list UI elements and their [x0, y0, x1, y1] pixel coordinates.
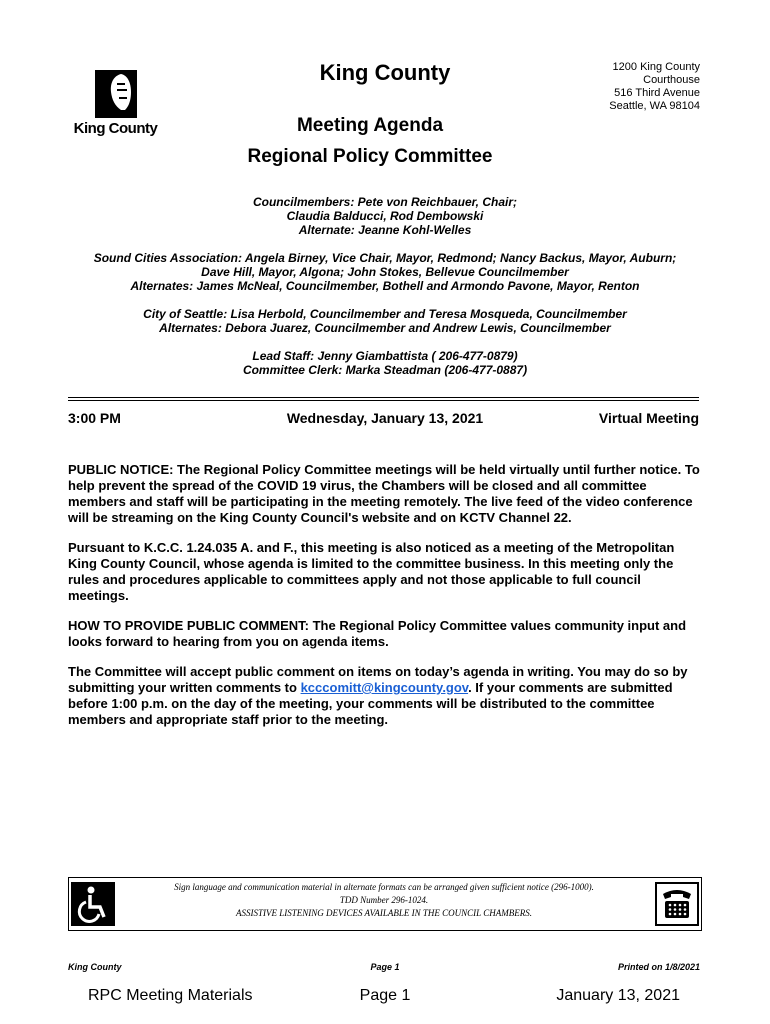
address-line: 1200 King County — [612, 61, 700, 73]
footer-center: Page 1 — [370, 962, 400, 972]
members-line: Claudia Balducci, Rod Dembowski — [286, 209, 484, 223]
county-title: King County — [319, 60, 451, 85]
bottom-right: January 13, 2021 — [556, 987, 680, 1004]
agenda-title: Meeting Agenda — [296, 115, 444, 136]
members-line: Sound Cities Association: Angela Birney, Vice Chair, Mayor, Redmond; Nancy Backus, Mayor, Auburn; — [93, 251, 677, 265]
accessibility-notice — [68, 877, 702, 931]
members-line: Councilmembers: Pete von Reichbauer, Chair; — [252, 195, 518, 209]
members-line: City of Seattle: Lisa Herbold, Councilmember and Teresa Mosqueda, Councilmember — [143, 307, 627, 321]
address-line: Seattle, WA 98104 — [609, 100, 700, 112]
meeting-date: Wednesday, January 13, 2021 — [286, 410, 484, 426]
public-comment-paragraph: HOW TO PROVIDE PUBLIC COMMENT: The Regional Policy Committee values community input and looks forward to hearing from you on agenda items. — [68, 618, 687, 649]
members-line: Alternates: Debora Juarez, Councilmember and Andrew Lewis, Councilmember — [159, 321, 611, 335]
accessibility-line: ASSISTIVE LISTENING DEVICES AVAILABLE IN THE COUNCIL CHAMBERS. — [235, 908, 533, 918]
address-line: 516 Third Avenue — [614, 87, 700, 99]
wheelchair-icon — [71, 882, 115, 926]
comment-instructions-paragraph — [68, 664, 700, 728]
accessibility-text — [124, 881, 644, 920]
address-block — [560, 61, 700, 113]
meeting-location: Virtual Meeting — [598, 410, 699, 426]
committee-title: Regional Policy Committee — [247, 146, 493, 167]
members-line: Alternate: Jeanne Kohl-Welles — [298, 223, 472, 237]
public-notice-paragraph: PUBLIC NOTICE: The Regional Policy Committee meetings will be held virtually until further notice. To help prevent the spread of the COVID 19 virus, the Chambers will be closed and all committee members and staff will be participating in the meeting remotely. The live feed of the video conference will be streaming on the King County Council's website and on KCTV Channel 22. — [68, 462, 700, 525]
members-line: Alternates: James McNeal, Councilmember, Bothell and Armondo Pavone, Mayor, Renton — [130, 279, 640, 293]
bottom-left: RPC Meeting Materials — [88, 987, 253, 1004]
staff-block — [60, 349, 710, 377]
tdd-phone-icon — [655, 882, 699, 926]
members-line: Lead Staff: Jenny Giambattista ( 206-477-0879) — [252, 349, 518, 363]
meeting-time: 3:00 PM — [68, 410, 121, 426]
sound-cities-block — [40, 251, 730, 293]
seattle-block — [60, 307, 710, 335]
king-county-logo — [68, 68, 163, 140]
kcc-paragraph: Pursuant to K.C.C. 1.24.035 A. and F., this meeting is also noticed as a meeting of the Metropolitan King County Council, whose agenda is limited to the committee business. In this meeting only the rules and procedures applicable to committees apply and not those applicable to full council meetings. — [68, 540, 675, 603]
accessibility-line: TDD Number 296-1024. — [339, 895, 429, 905]
bottom-center: Page 1 — [359, 987, 411, 1004]
instructions-text-end: . If your comments are submitted before 1:00 p.m. on the day of the meeting, your comments will be distributed to the committee members and appropriate staff prior to the meeting. — [68, 680, 673, 727]
email-link[interactable]: kcccomitt@kingcounty.gov — [300, 680, 469, 695]
members-line: Committee Clerk: Marka Steadman (206-477-0887) — [242, 363, 528, 377]
instructions-text: The Committee will accept public comment on items on today’s agenda in writing. You may do so by submitting your written comments to — [68, 664, 688, 695]
agenda-body — [68, 462, 700, 742]
councilmembers-block — [60, 195, 710, 237]
logo-text: King County — [73, 120, 158, 137]
footer-left: King County — [68, 962, 122, 972]
members-line: Dave Hill, Mayor, Algona; John Stokes, Bellevue Councilmember — [201, 265, 569, 279]
divider — [68, 397, 699, 401]
accessibility-line: Sign language and communication material in alternate formats can be arranged given sufficient notice (296-1000). — [174, 882, 594, 892]
address-line: Courthouse — [643, 74, 700, 86]
mlk-portrait-icon — [95, 70, 137, 118]
footer-right: Printed on 1/8/2021 — [617, 962, 700, 972]
